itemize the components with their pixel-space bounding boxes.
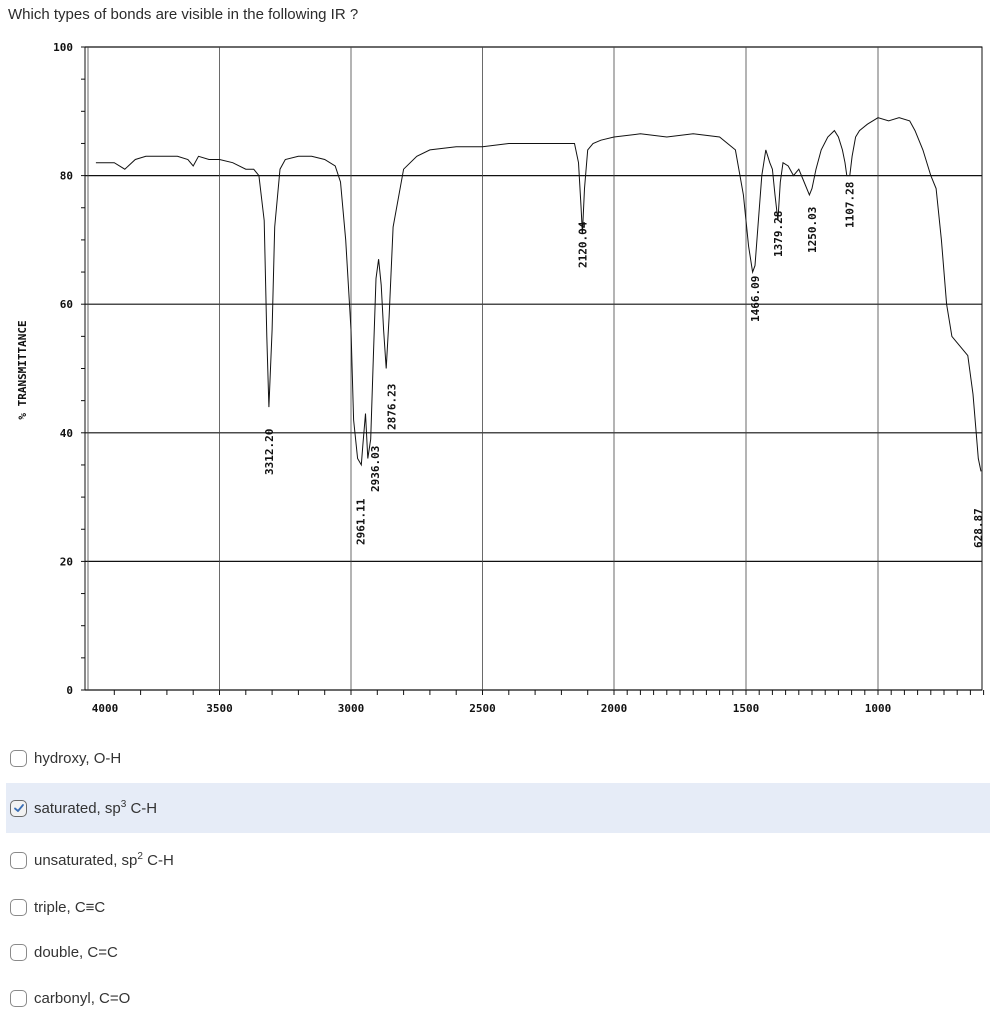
option-label — [34, 799, 157, 817]
x-tick-label: 3500 — [206, 702, 233, 715]
option-text: saturated, sp — [34, 800, 121, 817]
peak-label: 1250.03 — [805, 206, 819, 253]
option-text: triple, C≡C — [34, 898, 106, 916]
x-tick-label: 4000 — [91, 702, 119, 715]
x-tick-label: 1500 — [732, 702, 760, 715]
option-text: hydroxy, O-H — [34, 749, 122, 767]
answer-option[interactable] — [6, 783, 990, 833]
x-tick-label: 2000 — [600, 702, 628, 715]
checkbox[interactable] — [10, 990, 27, 1007]
y-axis-label: % TRANSMITTANCE — [16, 320, 29, 420]
y-tick-label: 60 — [59, 298, 73, 312]
option-text: unsaturated, sp — [34, 852, 138, 869]
peak-label: 1379.28 — [771, 210, 785, 257]
answer-option[interactable] — [6, 927, 990, 977]
checkbox[interactable] — [10, 852, 27, 869]
option-superscript: 2 — [137, 851, 143, 862]
y-tick-label: 40 — [59, 426, 73, 440]
answer-option[interactable] — [6, 835, 990, 885]
y-tick-labels — [53, 41, 73, 697]
spectrum-line — [96, 118, 981, 472]
peak-label: 1466.09 — [748, 275, 762, 322]
checkbox[interactable] — [10, 944, 27, 961]
option-text: carbonyl, C=O — [34, 989, 131, 1007]
peak-label: 1107.28 — [843, 181, 857, 228]
x-tick-label: 1000 — [864, 702, 892, 715]
peak-label: 3312.20 — [262, 428, 276, 475]
option-text-suffix: C-H — [142, 852, 174, 869]
peak-label: 2936.03 — [368, 445, 382, 492]
x-tick-label: 3000 — [337, 702, 365, 715]
option-superscript: 3 — [120, 799, 127, 810]
y-tick-label: 80 — [59, 169, 73, 183]
peak-label: 2120.04 — [576, 221, 590, 268]
checkbox[interactable] — [10, 800, 27, 817]
y-tick-label: 0 — [66, 684, 73, 697]
option-label — [34, 851, 174, 869]
peak-label: 2961.11 — [354, 498, 368, 545]
option-label — [34, 750, 121, 767]
checkbox[interactable] — [10, 899, 27, 916]
question-text: Which types of bonds are visible in the following IR ? — [8, 6, 359, 23]
y-tick-label: 20 — [59, 555, 73, 569]
option-label — [34, 899, 105, 916]
chart-ticks — [81, 47, 984, 695]
peak-label: 2876.23 — [385, 383, 399, 430]
answer-option[interactable] — [6, 882, 990, 932]
option-text-suffix: C-H — [126, 800, 158, 817]
peak-label: 628.87 — [971, 508, 985, 548]
option-text: double, C=C — [34, 943, 118, 961]
answer-option[interactable] — [6, 973, 990, 1023]
peak-labels — [263, 182, 985, 548]
y-tick-label: 100 — [53, 41, 73, 54]
option-label — [34, 944, 118, 961]
checkmark-icon — [13, 802, 25, 814]
x-tick-labels — [92, 702, 892, 715]
ir-spectrum-chart — [0, 30, 995, 730]
option-label — [34, 990, 130, 1007]
x-tick-label: 2500 — [469, 702, 496, 715]
answer-option[interactable] — [6, 733, 990, 783]
checkbox[interactable] — [10, 750, 27, 767]
